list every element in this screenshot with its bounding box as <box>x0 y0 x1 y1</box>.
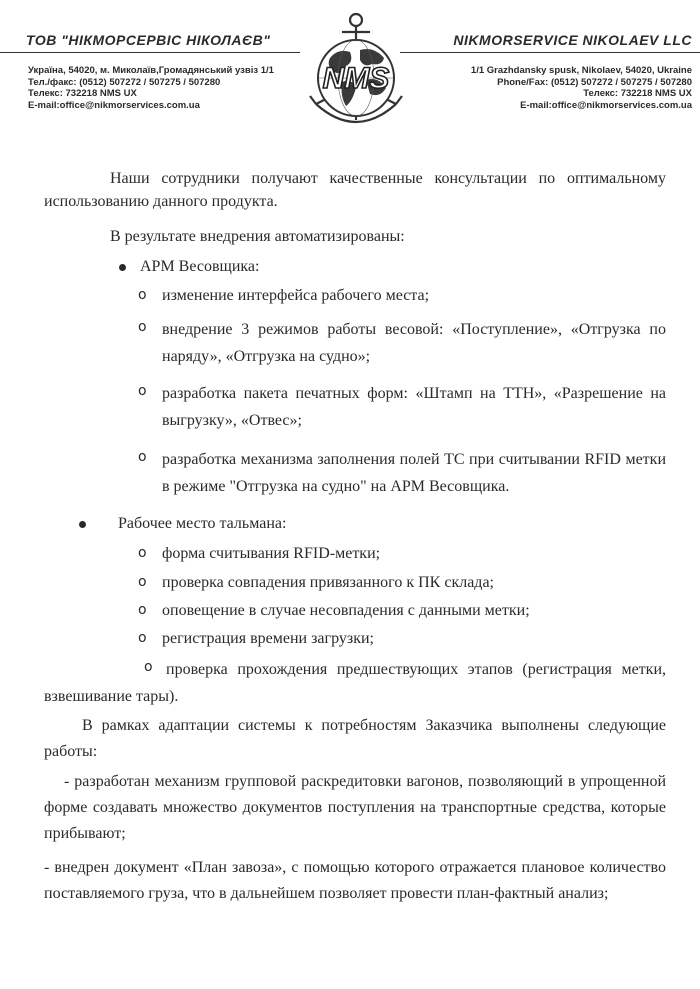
sub-item-text: проверка совпадения привязанного к ПК склада; <box>162 574 494 591</box>
bullet-weigher-title: АРМ Весовщика: <box>140 258 260 275</box>
nms-logo <box>302 6 410 130</box>
sub-item <box>138 446 666 500</box>
letterhead-right <box>400 32 700 111</box>
sub-item <box>138 571 666 594</box>
telex-en: Телекс: 732218 NMS UX <box>583 88 692 99</box>
header-rule-right <box>400 52 700 53</box>
header-rule-left <box>0 52 300 53</box>
bullet-tallyman-title: Рабочее место тальмана: <box>118 515 287 532</box>
address-ua: Україна, 54020, м. Миколаїв,Громадянський узвіз 1/1 <box>28 65 274 76</box>
sub-marker-icon: o <box>138 319 147 335</box>
sub-marker-icon: o <box>138 287 147 303</box>
sub-item <box>138 542 666 565</box>
logo-text: NMS <box>322 62 390 95</box>
sub-marker-icon: o <box>138 545 147 561</box>
sub-marker-icon: o <box>138 383 147 399</box>
sub-marker-icon: o <box>138 602 147 618</box>
sub-item <box>138 284 666 307</box>
bullet-dot <box>119 264 126 271</box>
company-name-ua: ТОВ "НІКМОРСЕРВІС НІКОЛАЄВ" <box>26 32 271 48</box>
paragraph-adaptation: В рамках адаптации системы к потребностям Заказчика выполнены следующие работы: <box>44 717 666 760</box>
contact-block-ua <box>0 65 300 111</box>
phone-fax-ua: Тел./факс: (0512) 507272 / 507275 / 507280 <box>28 76 221 88</box>
sub-item-text: внедрение 3 режимов работы весовой: «Поступление», «Отгрузка по наряду», «Отгрузка на судно»; <box>162 321 666 365</box>
sub-marker-icon: o <box>138 630 147 646</box>
sub-item-text: регистрация времени загрузки; <box>162 630 374 647</box>
sub-item <box>138 316 666 370</box>
address-en: 1/1 Grazhdansky spusk, Nikolaev, 54020, Ukraine <box>470 65 692 76</box>
sub-item-text: проверка прохождения предшествующих этапов (регистрация метки, взвешивание тары). <box>44 661 666 705</box>
paragraph-automated-intro: В результате внедрения автоматизированы: <box>110 228 405 245</box>
sub-item <box>138 599 666 622</box>
email-ua: E-mail:office@nikmorservices.com.ua <box>28 99 200 111</box>
paragraph-consultations: Наши сотрудники получают качественные консультации по оптимальному использованию данного продукта. <box>44 170 666 210</box>
sub-item-text: разработка пакета печатных форм: «Штамп на ТТН», «Разрешение на выгрузку», «Отвес»; <box>162 385 666 429</box>
sub-marker-icon: o <box>144 659 153 675</box>
sub-item-text: форма считывания RFID-метки; <box>162 545 381 562</box>
sub-item <box>44 656 666 710</box>
bullet-dot <box>79 521 86 528</box>
sub-item-text: оповещение в случае несовпадения с данными метки; <box>162 602 530 619</box>
sub-item-text: разработка механизма заполнения полей ТС при считывании RFID метки в режиме "Отгрузка на судно" на АРМ Весовщика. <box>162 451 666 495</box>
sub-marker-icon: o <box>138 449 147 465</box>
paragraph-import-plan: - внедрен документ «План завоза», с помощью которого отражается плановое количество поставляемого груза, что в дальнейшем позволяет провести план-фактный анализ; <box>44 859 666 902</box>
sub-marker-icon: o <box>138 574 147 590</box>
sub-item <box>138 380 666 434</box>
phone-fax-en: Phone/Fax: (0512) 507272 / 507275 / 507280 <box>497 76 692 88</box>
letterhead-left <box>0 32 300 111</box>
email-en: E-mail:office@nikmorservices.com.ua <box>520 99 692 111</box>
company-name-en: NIKMORSERVICE NIKOLAEV LLC <box>453 32 692 48</box>
sub-item <box>138 627 666 650</box>
paragraph-wagon-mechanism: - разработан механизм групповой раскредитовки вагонов, позволяющий в упрощенной форме создавать множество документов поступления на транспортные средства, которые прибывают; <box>44 773 666 842</box>
contact-block-en <box>400 65 700 111</box>
telex-ua: Телекс: 732218 NMS UX <box>28 88 137 99</box>
sub-item-text: изменение интерфейса рабочего места; <box>162 287 430 304</box>
